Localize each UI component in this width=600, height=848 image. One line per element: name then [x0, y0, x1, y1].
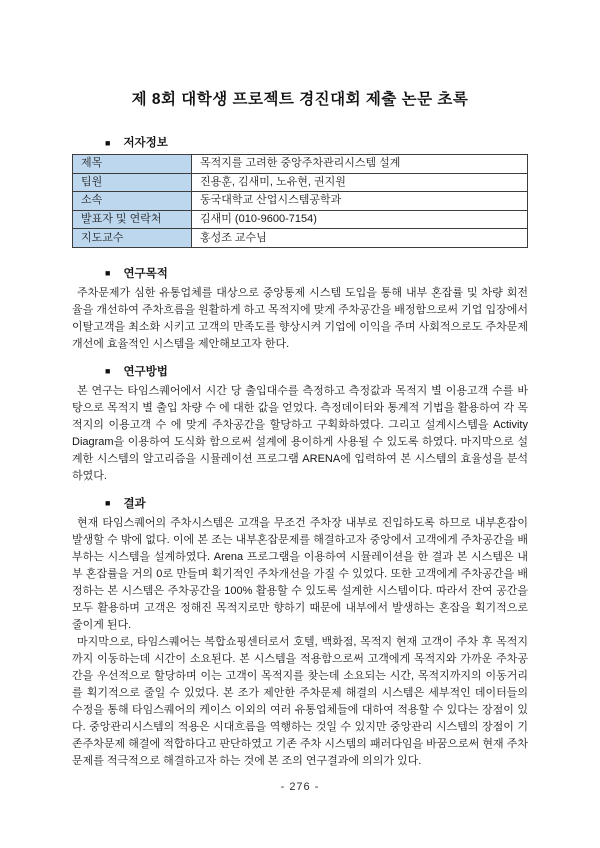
section-heading-purpose-label: 연구목적: [123, 267, 168, 280]
row-value-affiliation: 동국대학교 산업시스템공학과: [192, 192, 528, 211]
square-bullet-icon: ■: [105, 137, 111, 148]
section-heading-purpose: [72, 267, 528, 281]
section-paragraph-results-1: 현재 타임스퀘어의 주차시스템은 고객을 무조건 주차장 내부로 진입하도록 하므로 내부혼잡이 발생할 수 밖에 없다. 이에 본 조는 내부혼잡문제를 해결하고자 중앙에서 고객에게 주차공간을 배부하는 시스템을 설계하였다. Arena 프로그램을 이용하여 시뮬레이션을 한 결과 본 시스템은 내부 혼잡률을 거의 0로 만들며 획기적인 주차개선을 가질 수 있었다. 또한 고객에게 주차공간을 배정하는 본 시스템은 주차공간을 100% 활용할 수 있도록 설계한 시스템이다. 따라서 잔여 공간을 모두 활용하며 고객은 정해진 목적지로만 향하기 때문에 내부에서 발생하는 혼잡을 획기적으로 줄이게 된다.: [72, 516, 528, 631]
table-row: [73, 229, 528, 248]
row-value-advisor: 홍성조 교수님: [192, 229, 528, 248]
author-info-table: [72, 154, 528, 248]
row-label-advisor: 지도교수: [73, 229, 192, 248]
section-paragraph-purpose: 주차문제가 심한 유통업체를 대상으로 중앙통제 시스템 도입을 통해 내부 혼잡률 및 차량 회전율을 개선하여 주차흐름을 원활하게 하고 목적지에 맞게 주차공간을 배정함으로써 기업 입장에서 이탈고객을 최소화 시키고 고객의 만족도를 향상시켜 기업에 이익을 주며 사회적으로도 주차문제 개선에 효율적인 시스템을 제안해보고자 한다.: [72, 286, 528, 350]
row-label-presenter-contact: 발표자 및 연락처: [73, 210, 192, 229]
section-paragraph-results-2: 마지막으로, 타임스퀘어는 복합쇼핑센터로서 호텔, 백화점, 목적지 현재 고객이 주차 후 목적지까지 이동하는데 시간이 소요된다. 본 시스템을 적용함으로써 고객에게 목적지와 가까운 주차공간을 우선적으로 할당하며 이는 고객이 목적지를 찾는데 소요되는 시간, 목적지까지의 이동거리를 획기적으로 줄일 수 있었다. 본 조가 제안한 주차문제 해결의 시스템은 세부적인 데이터들의 수정을 통해 타임스퀘어의 케이스 이외의 여러 유통업체들에 대하여 적용할 수 있다는 장점이 있다. 중앙관리시스템의 적용은 시대흐름을 역행하는 것일 수 있지만 중앙관리 시스템의 장점이 기존주차문제 해결에 적합하다고 판단하였고 기존 주차 시스템의 패러다임을 바꿈으로써 현재 주차문제를 적극적으로 해결하고자 하는 것에 본 조의 연구결과에 의의가 있다.: [72, 635, 528, 767]
author-info-heading-label: 저자정보: [123, 137, 168, 149]
table-row: [73, 173, 528, 192]
table-row: [73, 155, 528, 174]
author-info-heading: [72, 136, 528, 150]
section-heading-method: [72, 365, 528, 379]
row-label-members: 팀원: [73, 173, 192, 192]
row-label-title: 제목: [73, 155, 192, 174]
page-title: 제 8회 대학생 프로젝트 경진대회 제출 논문 초록: [131, 91, 469, 108]
section-heading-method-label: 연구방법: [123, 365, 168, 378]
section-heading-results-label: 결과: [123, 497, 146, 510]
row-value-title: 목적지를 고려한 중앙주차관리시스템 설계: [192, 155, 528, 174]
page-number: - 276 -: [280, 781, 320, 793]
square-bullet-icon: ■: [105, 268, 111, 279]
row-value-presenter-contact: 김새미 (010-9600-7154): [192, 210, 528, 229]
section-heading-results: [72, 497, 528, 511]
table-row: [73, 192, 528, 211]
row-label-affiliation: 소속: [73, 192, 192, 211]
document-content: [72, 0, 528, 770]
table-row: [73, 210, 528, 229]
square-bullet-icon: ■: [105, 498, 111, 509]
section-paragraph-method: 본 연구는 타임스퀘어에서 시간 당 출입대수를 측정하고 측정값과 목적지 별 이용고객 수를 바탕으로 목적지 별 출입 차량 수 에 대한 값을 얻었다. 측정데이터와 통계적 기법을 활용하여 각 목적지의 이용고객 수 에 맞게 주차공간을 할당하고 구획화하였다. 그리고 설계시스템을 Activity Diagram을 이용하여 도식화 함으로써 설계에 용이하게 사용될 수 있도록 하였다. 마지막으로 설계한 시스템의 알고리즘을 시뮬레이션 프로그램 ARENA에 입력하여 본 시스템의 효율성을 분석하였다.: [72, 384, 528, 482]
square-bullet-icon: ■: [105, 366, 111, 377]
row-value-members: 진용훈, 김새미, 노유현, 권지원: [192, 173, 528, 192]
